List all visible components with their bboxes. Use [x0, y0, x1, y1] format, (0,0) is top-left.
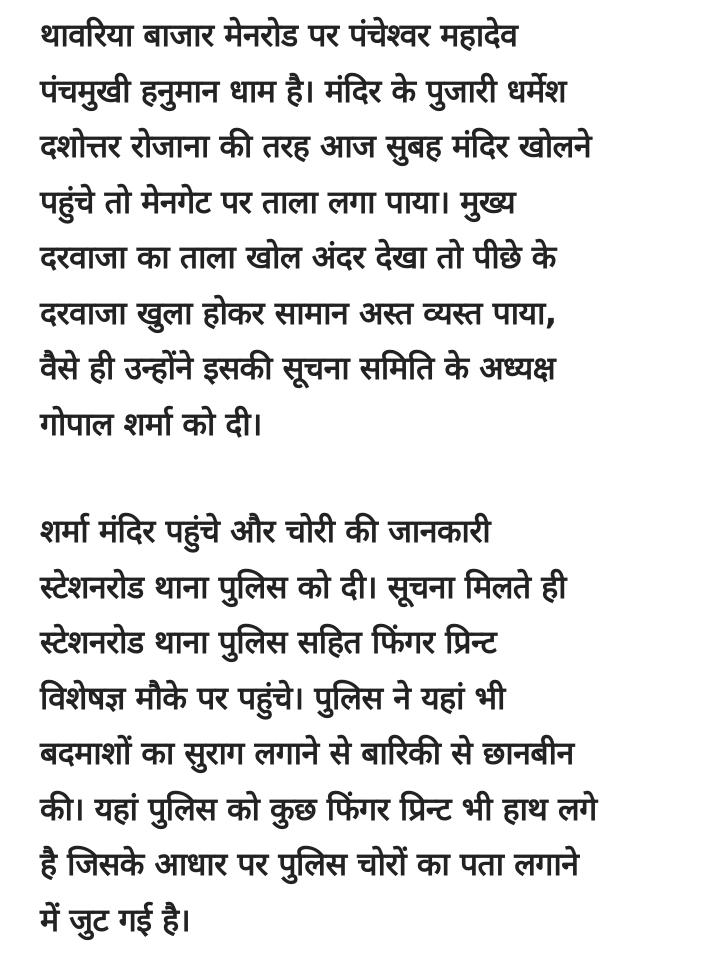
- text-line: में जुट गई है।: [40, 900, 191, 939]
- article-body: [40, 8, 710, 948]
- text-line: की। यहां पुलिस को कुछ फिंगर प्रिन्ट भी हाथ लगे: [40, 789, 597, 828]
- text-line: स्टेशनरोड थाना पुलिस सहित फिंगर प्रिन्ट: [40, 623, 497, 661]
- text-line: बदमाशों का सुराग लगाने से बारिकी से छानबीन: [40, 734, 574, 772]
- text-line: दरवाजा का ताला खोल अंदर देखा तो पीछे के: [40, 238, 556, 276]
- paragraph-1: [40, 8, 710, 452]
- text-line: दशोत्तर रोजाना की तरह आज सुबह मंदिर खोलने: [40, 127, 592, 165]
- paragraph-2: [40, 504, 710, 948]
- text-line: दरवाजा खुला होकर सामान अस्त व्यस्त पाया,: [40, 293, 557, 332]
- text-line: गोपाल शर्मा को दी।: [40, 404, 262, 443]
- text-line: पहुंचे तो मेनगेट पर ताला लगा पाया। मुख्य: [40, 182, 516, 221]
- text-line: है जिसके आधार पर पुलिस चोरों का पता लगाने: [40, 845, 579, 883]
- text-line: वैसे ही उन्होंने इसकी सूचना समिति के अध्यक्ष: [40, 349, 556, 387]
- text-line: पंचमुखी हनुमान धाम है। मंदिर के पुजारी धर्मेश: [40, 71, 566, 110]
- text-line: शर्मा मंदिर पहुंचे और चोरी की जानकारी: [40, 512, 491, 550]
- text-line: विशेषज्ञ मौके पर पहुंचे। पुलिस ने यहां भी: [40, 678, 505, 717]
- text-line: स्टेशनरोड थाना पुलिस को दी। सूचना मिलते ही: [40, 567, 567, 606]
- text-line: थावरिया बाजार मेनरोड पर पंचेश्वर महादेव: [40, 16, 518, 54]
